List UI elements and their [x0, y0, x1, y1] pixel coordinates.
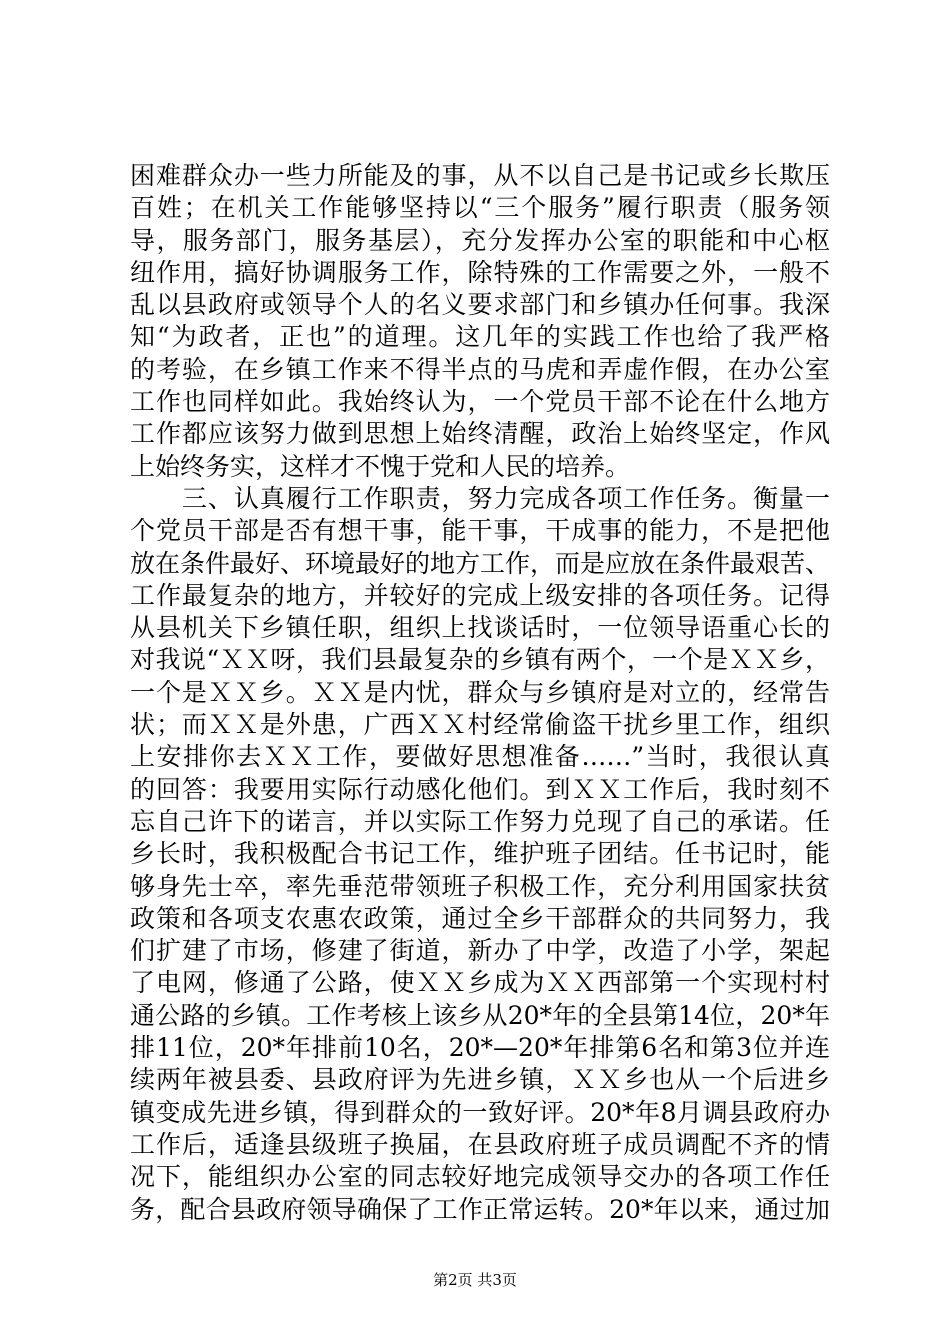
text-line: 放在条件最好、环境最好的地方工作，而是应放在条件最艰苦、	[130, 548, 831, 578]
text-line: 百姓；在机关工作能够坚持以“三个服务”履行职责（服务领	[130, 193, 830, 223]
text-line: 三、认真履行工作职责，努力完成各项工作任务。衡量一	[130, 483, 830, 513]
text-line: 状；而ＸＸ是外患，广西ＸＸ村经常偷盗干扰乡里工作，组织	[130, 710, 830, 740]
page-footer: 第2页 共3页	[433, 1271, 517, 1289]
text-line: 了电网，修通了公路，使ＸＸ乡成为ＸＸ西部第一个实现村村	[130, 968, 830, 998]
text-line: 的考验，在乡镇工作来不得半点的马虎和弄虚作假，在办公室	[130, 354, 830, 384]
text-line: 镇变成先进乡镇，得到群众的一致好评。20*年8月调县政府办	[130, 1097, 830, 1127]
text-line: 通公路的乡镇。工作考核上该乡从20*年的全县第14位，20*年	[130, 1000, 830, 1030]
text-line: 工作也同样如此。我始终认为，一个党员干部不论在什么地方	[130, 387, 830, 417]
text-line: 个党员干部是否有想干事，能干事，干成事的能力，不是把他	[130, 516, 830, 546]
text-line: 上始终务实，这样才不愧于党和人民的培养。	[130, 451, 631, 481]
text-line: 工作最复杂的地方，并较好的完成上级安排的各项任务。记得	[130, 580, 830, 610]
text-line: 工作后，适逢县级班子换届，在县政府班子成员调配不齐的情	[130, 1129, 830, 1159]
text-line: 导，服务部门，服务基层），充分发挥办公室的职能和中心枢	[130, 225, 830, 255]
text-line: 一个是ＸＸ乡。ＸＸ是内忧，群众与乡镇府是对立的，经常告	[130, 677, 830, 707]
text-line: 纽作用，搞好协调服务工作，除特殊的工作需要之外，一般不	[130, 257, 830, 287]
text-line: 务，配合县政府领导确保了工作正常运转。20*年以来，通过加	[130, 1194, 830, 1224]
text-line: 从县机关下乡镇任职，组织上找谈话时，一位领导语重心长的	[130, 613, 830, 643]
text-line: 们扩建了市场，修建了街道，新办了中学，改造了小学，架起	[130, 936, 830, 966]
text-line: 乱以县政府或领导个人的名义要求部门和乡镇办任何事。我深	[130, 290, 830, 320]
text-line: 知“为政者，正也”的道理。这几年的实践工作也给了我严格	[130, 322, 830, 352]
text-line: 工作都应该努力做到思想上始终清醒，政治上始终坚定，作风	[130, 419, 830, 449]
text-line: 续两年被县委、县政府评为先进乡镇，ＸＸ乡也从一个后进乡	[130, 1065, 830, 1095]
text-line: 够身先士卒，率先垂范带领班子积极工作，充分利用国家扶贫	[130, 871, 830, 901]
text-line: 困难群众办一些力所能及的事，从不以自己是书记或乡长欺压	[130, 161, 830, 190]
text-line: 上安排你去ＸＸ工作，要做好思想准备……”当时，我很认真	[130, 742, 830, 772]
text-line: 忘自己许下的诺言，并以实际工作努力兑现了自己的承诺。任	[130, 806, 830, 836]
text-line: 的回答：我要用实际行动感化他们。到ＸＸ工作后，我时刻不	[130, 774, 830, 804]
text-line: 排11位，20*年排前10名，20*—20*年排第6名和第3位并连	[130, 1033, 830, 1063]
text-line: 对我说“ＸＸ呀，我们县最复杂的乡镇有两个，一个是ＸＸ乡，	[130, 645, 830, 675]
body-text	[130, 160, 830, 1226]
text-line: 乡长时，我积极配合书记工作，维护班子团结。任书记时，能	[130, 839, 830, 869]
text-line: 况下，能组织办公室的同志较好地完成领导交办的各项工作任	[130, 1162, 830, 1192]
text-line: 政策和各项支农惠农政策，通过全乡干部群众的共同努力，我	[130, 903, 830, 933]
